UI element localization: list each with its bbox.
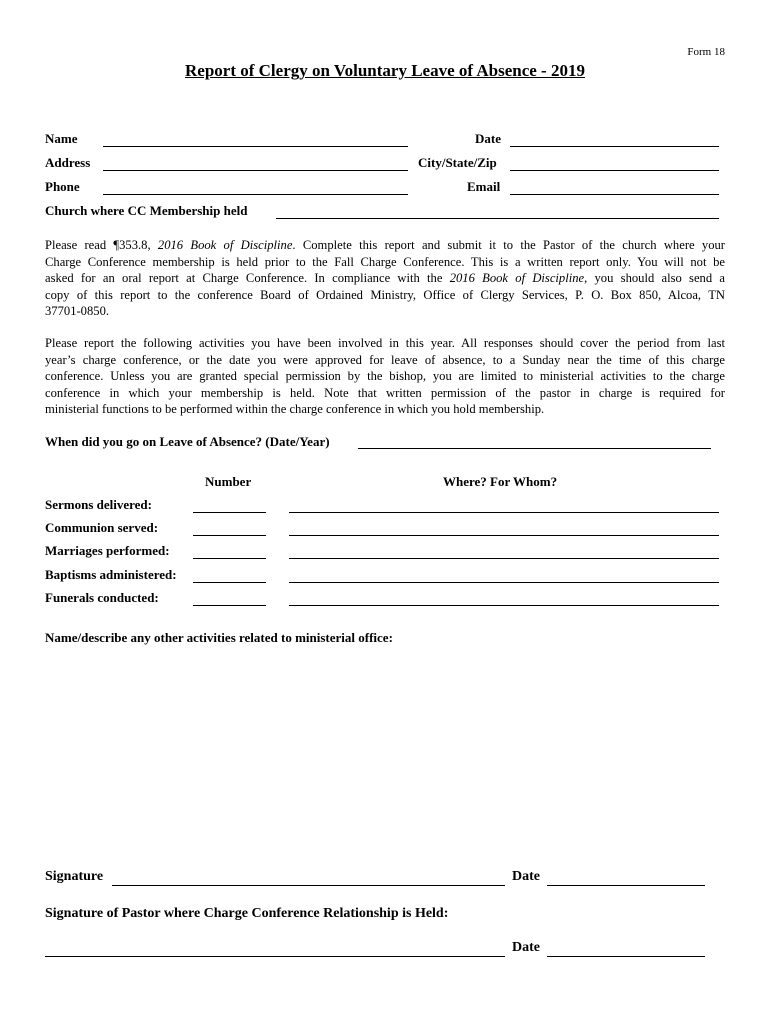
sermons-where-field[interactable] [289,512,719,513]
funerals-number-field[interactable] [193,605,266,606]
communion-where-field[interactable] [289,535,719,536]
funerals-where-field[interactable] [289,605,719,606]
page-title: Report of Clergy on Voluntary Leave of Absence - 2019 [185,61,585,80]
funerals-label: Funerals conducted: [45,590,159,605]
activities-paragraph: Please report the following activities you have been involved in this year. All responses should cover the period from last year’s charge conference, or the date you were approved for leave of absence, to a Sunday near the time of this charge conference. Unless you are granted special permission by the bishop, you are limited to ministerial activities to the charge conference in which your membership is held. Note that written permission of the pastor in charge is required for ministerial functions to be performed within the charge conference in which you hold membership. [45,336,725,416]
where-column-header: Where? For Whom? [443,474,558,489]
other-activities-area[interactable] [45,650,720,850]
church-field[interactable] [276,218,719,219]
sermons-number-field[interactable] [193,512,266,513]
leave-date-label: When did you go on Leave of Absence? (Date/Year) [45,434,330,449]
signature-field[interactable] [112,885,505,886]
city-state-zip-field[interactable] [510,170,719,171]
number-column-header: Number [205,474,252,489]
city-state-zip-label: City/State/Zip [418,155,497,170]
date-field[interactable] [510,146,719,147]
address-label: Address [45,155,91,170]
pastor-signature-label: Signature of Pastor where Charge Conference Relationship is Held: [45,906,449,921]
phone-label: Phone [45,179,80,194]
baptisms-label: Baptisms administered: [45,567,177,582]
marriages-number-field[interactable] [193,558,266,559]
form-number: Form 18 [687,46,725,58]
instructions-paragraph: Please read ¶353.8, 2016 Book of Discipline. Complete this report and submit it to the Pastor of the church where your Charge Conference membership is held prior to the Fall Charge Conference. This is a written report only. You will not be asked for an oral report at Charge Conference. In compliance with the 2016 Book of Discipline, you should also send a copy of this report to the conference Board of Ordained Ministry, Office of Clergy Services, P. O. Box 850, Alcoa, TN 37701-0850. [45,238,725,318]
communion-label: Communion served: [45,520,159,535]
church-label: Church where CC Membership held [45,203,248,218]
signature-date-label: Date [512,869,540,884]
name-field[interactable] [103,146,408,147]
communion-number-field[interactable] [193,535,266,536]
date-label: Date [475,131,501,146]
baptisms-where-field[interactable] [289,582,719,583]
signature-label: Signature [45,869,104,884]
sermons-label: Sermons delivered: [45,497,152,512]
pastor-date-field[interactable] [547,956,705,957]
other-activities-label: Name/describe any other activities related to ministerial office: [45,630,393,645]
signature-date-field[interactable] [547,885,705,886]
marriages-label: Marriages performed: [45,543,170,558]
email-label: Email [467,179,501,194]
baptisms-number-field[interactable] [193,582,266,583]
name-label: Name [45,131,78,146]
email-field[interactable] [510,194,719,195]
pastor-signature-field[interactable] [45,956,505,957]
phone-field[interactable] [103,194,408,195]
marriages-where-field[interactable] [289,558,719,559]
pastor-date-label: Date [512,940,540,955]
leave-date-field[interactable] [358,448,711,449]
address-field[interactable] [103,170,408,171]
